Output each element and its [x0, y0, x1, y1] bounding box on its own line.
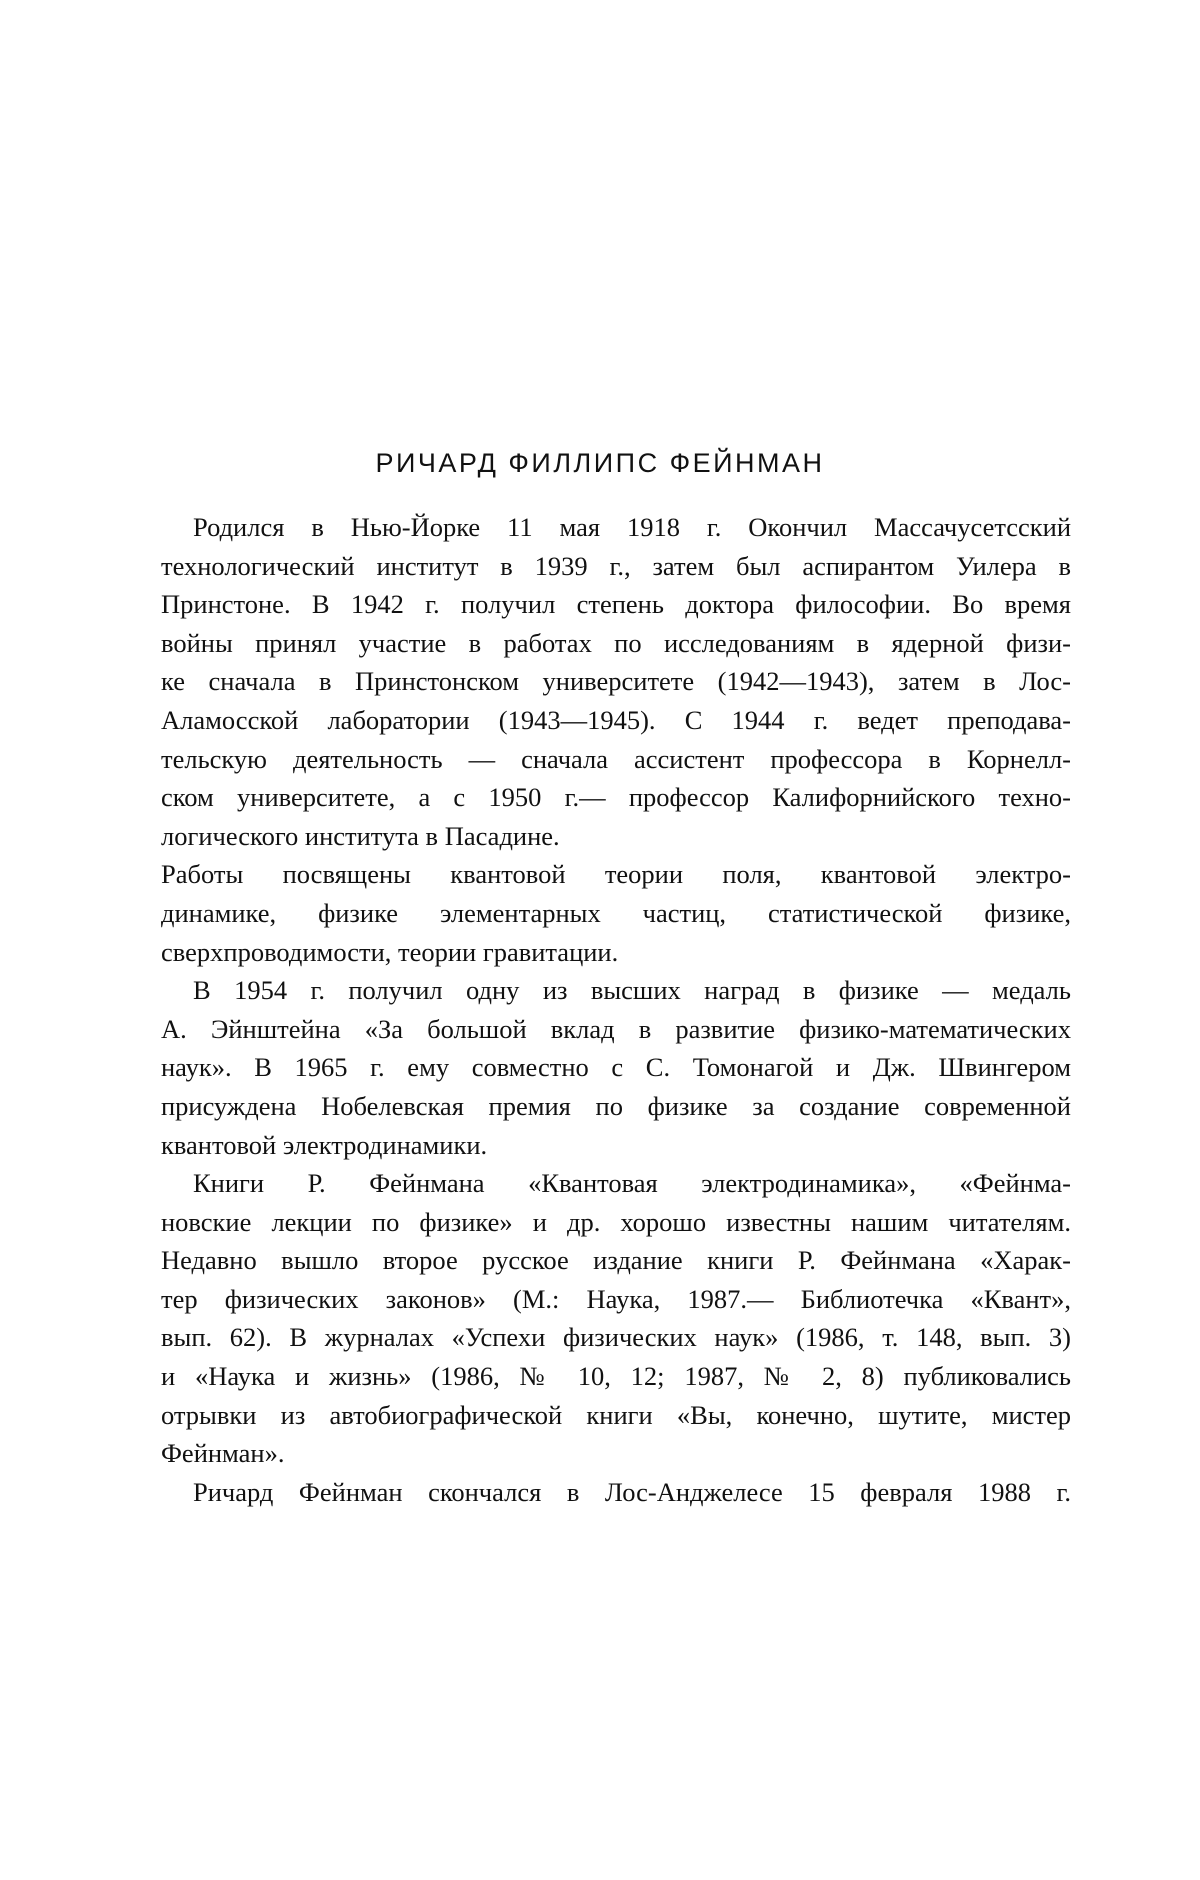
text-line: ском университете, а с 1950 г.— профессор Калифорнийского техно- — [161, 782, 1071, 813]
page-title: РИЧАРД ФИЛЛИПС ФЕЙНМАН — [375, 448, 825, 478]
text-line: и «Наука и жизнь» (1986, № 10, 12; 1987, № 2, 8) публиковались — [161, 1361, 1071, 1392]
text-line: сверхпроводимости, теории гравитации. — [161, 936, 619, 967]
text-line: квантовой электродинамики. — [161, 1129, 488, 1160]
text-line: Недавно вышло второе русское издание книги Р. Фейнмана «Харак- — [161, 1245, 1071, 1276]
paragraph-biography — [161, 508, 1071, 855]
paragraph-awards — [161, 971, 1071, 1164]
biography-text — [161, 508, 1071, 1511]
paragraph-books — [161, 1164, 1071, 1473]
text-line: вып. 62). В журналах «Успехи физических наук» (1986, т. 148, вып. 3) — [161, 1322, 1071, 1353]
text-line: логического института в Пасадине. — [161, 820, 560, 851]
text-line: динамике, физике элементарных частиц, статистической физике, — [161, 897, 1071, 928]
paragraph-research — [161, 855, 1071, 971]
text-line: тельскую деятельность — сначала ассистент профессора в Корнелл- — [161, 743, 1071, 774]
text-line: присуждена Нобелевская премия по физике за создание современной — [161, 1090, 1071, 1121]
text-line: Работы посвящены квантовой теории поля, квантовой электро- — [161, 859, 1071, 890]
text-line: новские лекции по физике» и др. хорошо известны нашим читателям. — [161, 1206, 1071, 1237]
text-line: Фейнман». — [161, 1438, 285, 1469]
text-line: Аламосской лаборатории (1943—1945). С 1944 г. ведет преподава- — [161, 704, 1071, 735]
text-line: отрывки из автобиографической книги «Вы, конечно, шутите, мистер — [161, 1399, 1071, 1430]
text-line: тер физических законов» (М.: Наука, 1987.— Библиотечка «Квант», — [161, 1283, 1071, 1314]
paragraph-death — [161, 1473, 1071, 1512]
text-line: войны принял участие в работах по исследованиям в ядерной физи- — [161, 627, 1071, 658]
text-line: В 1954 г. получил одну из высших наград в физике — медаль — [193, 975, 1071, 1006]
text-line: Книги Р. Фейнмана «Квантовая электродинамика», «Фейнма- — [193, 1168, 1071, 1199]
text-line: наук». В 1965 г. ему совместно с С. Томонагой и Дж. Швингером — [161, 1052, 1071, 1083]
text-line: ке сначала в Принстонском университете (1942—1943), затем в Лос- — [161, 666, 1071, 697]
text-line: Родился в Нью-Йорке 11 мая 1918 г. Окончил Массачусетсский — [193, 512, 1071, 542]
text-line: Ричард Фейнман скончался в Лос-Анджелесе 15 февраля 1988 г. — [193, 1476, 1071, 1507]
text-line: Принстоне. В 1942 г. получил степень доктора философии. Во время — [161, 589, 1071, 620]
text-line: технологический институт в 1939 г., затем был аспирантом Уилера в — [161, 550, 1071, 581]
text-line: А. Эйнштейна «За большой вклад в развитие физико-математических — [161, 1013, 1071, 1044]
